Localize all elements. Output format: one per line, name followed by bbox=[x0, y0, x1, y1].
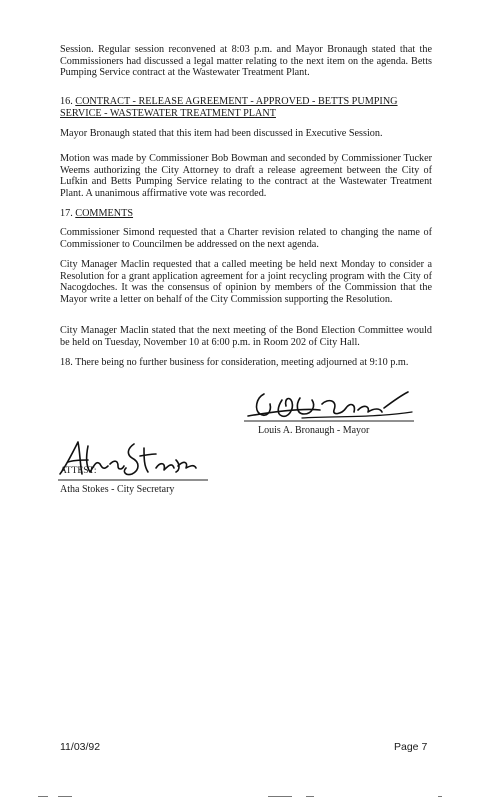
heading-16-text: CONTRACT - RELEASE AGREEMENT - APPROVED - BETTS PUMPING SERVICE - WASTEWATER TREATMENT PLANT bbox=[60, 96, 398, 119]
attest-label: ATTEST: bbox=[60, 466, 97, 476]
paragraph-executive-session: Mayor Bronaugh stated that this item had been discussed in Executive Session. bbox=[60, 128, 383, 139]
paragraph-called-meeting: City Manager Maclin requested that a called meeting be held next Monday to consider a Resolution for a grant application agreement for a joint recycling program with the City of Nacogdoches. It was the consensus of opinion by members of the Commission that the Mayor write a letter on behalf of the City Commission supporting the Resolution. bbox=[60, 259, 432, 305]
paragraph-bond-committee: City Manager Maclin stated that the next meeting of the Bond Election Committee would be held on Tuesday, November 10 at 6:00 p.m. in Room 202 of City Hall. bbox=[60, 325, 432, 348]
scan-artifact-strip bbox=[0, 793, 490, 800]
paragraph-motion: Motion was made by Commissioner Bob Bowman and seconded by Commissioner Tucker Weems authorizing the City Attorney to draft a release agreement between the City of Lufkin and Betts Pumping Service relating to the contract at the Wastewater Treatment Plant. A unanimous affirmative vote was recorded. bbox=[60, 153, 432, 199]
paragraph-session-reconvened: Session. Regular session reconvened at 8:03 p.m. and Mayor Bronaugh stated that the Commissioners had discussed a legal matter relating to the next item on the agenda. Betts Pumping Service contract at the Wastewater Treatment Plant. bbox=[60, 44, 432, 79]
footer-page-number: Page 7 bbox=[394, 741, 428, 753]
heading-17-text: COMMENTS bbox=[75, 208, 134, 219]
secretary-signature bbox=[56, 438, 216, 484]
paragraph-adjourned: 18. There being no further business for consideration, meeting adjourned at 9:10 p.m. bbox=[60, 357, 409, 368]
mayor-name: Louis A. Bronaugh - Mayor bbox=[258, 425, 370, 436]
heading-16-number: 16. bbox=[60, 96, 73, 107]
heading-item-16 bbox=[60, 96, 432, 119]
paragraph-charter-revision: Commissioner Simond requested that a Charter revision related to changing the name of Commissioner to Councilmen be addressed on the next agenda. bbox=[60, 227, 432, 250]
mayor-signature bbox=[242, 390, 417, 426]
footer-date: 11/03/92 bbox=[60, 741, 101, 753]
secretary-name: Atha Stokes - City Secretary bbox=[60, 484, 175, 495]
heading-item-17 bbox=[60, 208, 432, 220]
heading-17-number: 17. bbox=[60, 208, 73, 219]
